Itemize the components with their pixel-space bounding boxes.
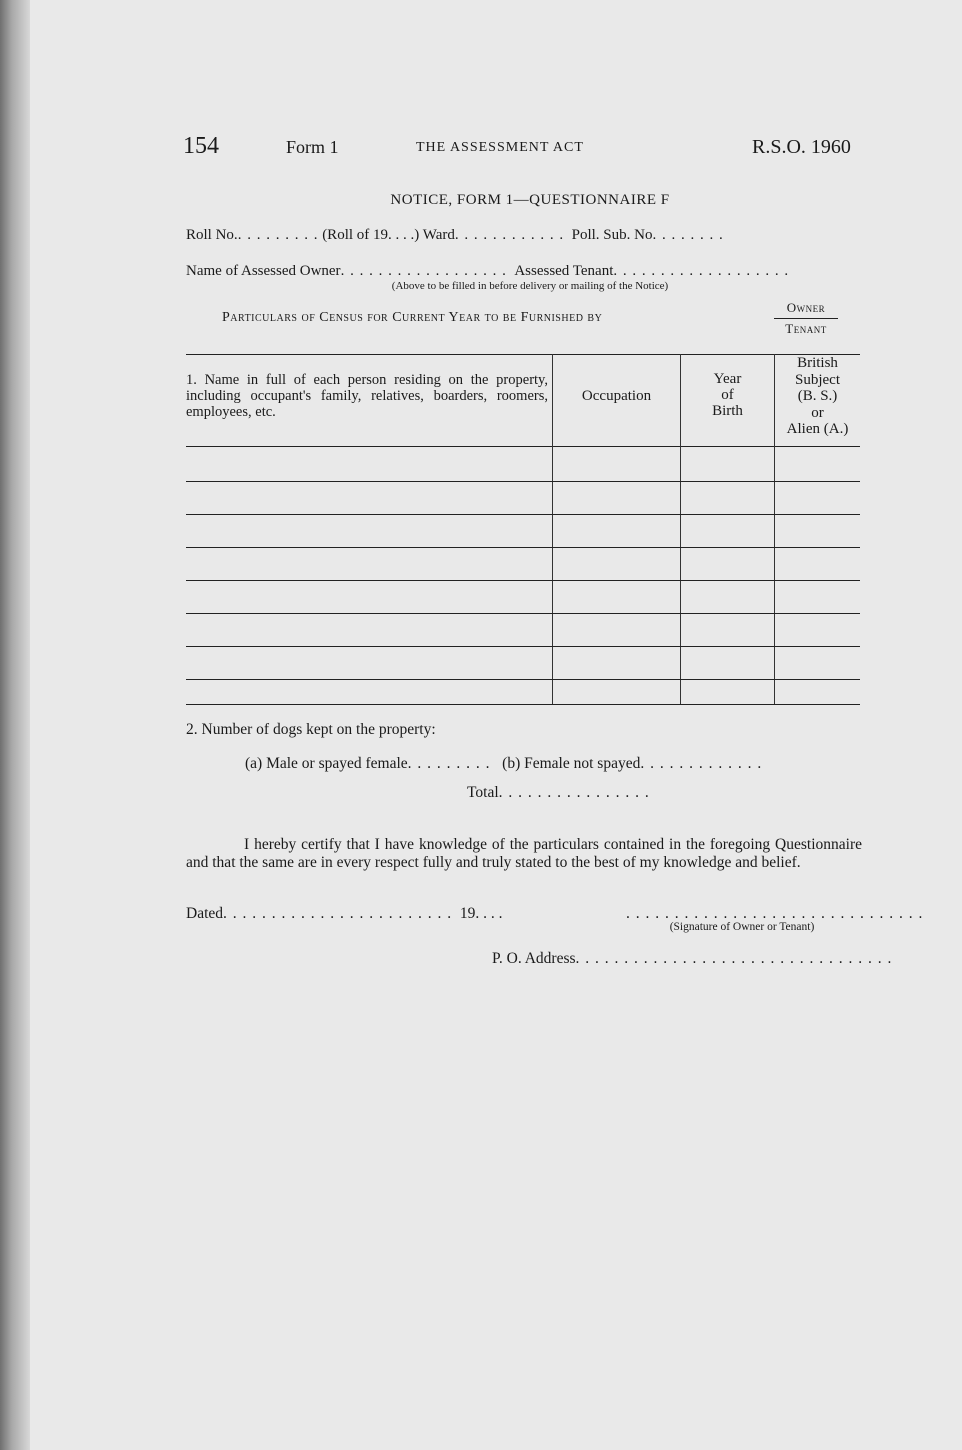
page-number: 154 bbox=[183, 133, 219, 159]
owner-option: Owner bbox=[786, 300, 826, 315]
roll-of-label: (Roll of 19. . . .) bbox=[322, 227, 420, 243]
statute-reference: R.S.O. 1960 bbox=[752, 136, 851, 158]
act-title: THE ASSESSMENT ACT bbox=[416, 140, 584, 155]
table-row bbox=[186, 613, 860, 614]
table-row bbox=[186, 679, 860, 680]
certification-statement: I hereby certify that I have knowledge of the particulars contained in the foregoing Questionnaire and that the same are in every respect fully and truly stated to the best of my knowledge and belief. bbox=[186, 836, 862, 871]
roll-line: Roll No.. . . . . . . . . (Roll of 19. . . .) Ward. . . . . . . . . . . . Poll. Sub. No. . . . . . . . bbox=[186, 227, 724, 243]
tenant-option: Tenant bbox=[785, 321, 827, 336]
signature-line: . . . . . . . . . . . . . . . . . . . . . . . . . . . . . . . bbox=[626, 905, 924, 922]
assessed-owner-label: Name of Assessed Owner bbox=[186, 263, 341, 279]
document-page bbox=[30, 0, 962, 1450]
table-header-occupation: Occupation bbox=[581, 388, 652, 404]
table-header-name: 1. Name in full of each person residing on the property, including occupant's family, relatives, boarders, roomers, employees, etc. bbox=[186, 372, 548, 420]
notice-title: NOTICE, FORM 1—QUESTIONNAIRE F bbox=[390, 192, 670, 208]
dogs-total-line: Total. . . . . . . . . . . . . . . . bbox=[467, 784, 650, 801]
ward-label: Ward bbox=[422, 227, 455, 243]
dated-line: Dated. . . . . . . . . . . . . . . . . . . . . . . . 19. . . . bbox=[186, 905, 503, 922]
table-row bbox=[186, 547, 860, 548]
table-header-year-of-birth: Year of Birth bbox=[712, 371, 743, 419]
table-header-rule bbox=[186, 446, 860, 447]
owner-line: Name of Assessed Owner. . . . . . . . . . . . . . . . . . Assessed Tenant. . . . . . . . . . . . . . . . . . . bbox=[186, 263, 790, 279]
form-label: Form 1 bbox=[286, 137, 339, 157]
dogs-male-line: (a) Male or spayed female. . . . . . . . . (b) Female not spayed. . . . . . . . . . . . . bbox=[245, 755, 763, 772]
book-spine-shadow bbox=[0, 0, 30, 1450]
particulars-heading: Particulars of Census for Current Year to be Furnished by bbox=[222, 310, 603, 325]
table-row bbox=[186, 580, 860, 581]
table-header-british-subject: British Subject (B. S.) or Alien (A.) bbox=[786, 355, 849, 437]
po-address-line: P. O. Address. . . . . . . . . . . . . . . . . . . . . . . . . . . . . . . . . bbox=[492, 950, 893, 967]
table-row bbox=[186, 481, 860, 482]
poll-sub-no-label: Poll. Sub. No bbox=[571, 227, 653, 243]
roll-no-label: Roll No. bbox=[186, 227, 238, 243]
table-row bbox=[186, 646, 860, 647]
assessed-tenant-label: Assessed Tenant bbox=[514, 263, 614, 279]
fill-note: (Above to be filled in before delivery or mailing of the Notice) bbox=[391, 280, 669, 292]
signature-caption: (Signature of Owner or Tenant) bbox=[669, 921, 815, 933]
table-row bbox=[186, 514, 860, 515]
table-top-rule bbox=[186, 354, 860, 355]
table-bottom-rule bbox=[186, 704, 860, 705]
dogs-heading: 2. Number of dogs kept on the property: bbox=[186, 721, 436, 738]
